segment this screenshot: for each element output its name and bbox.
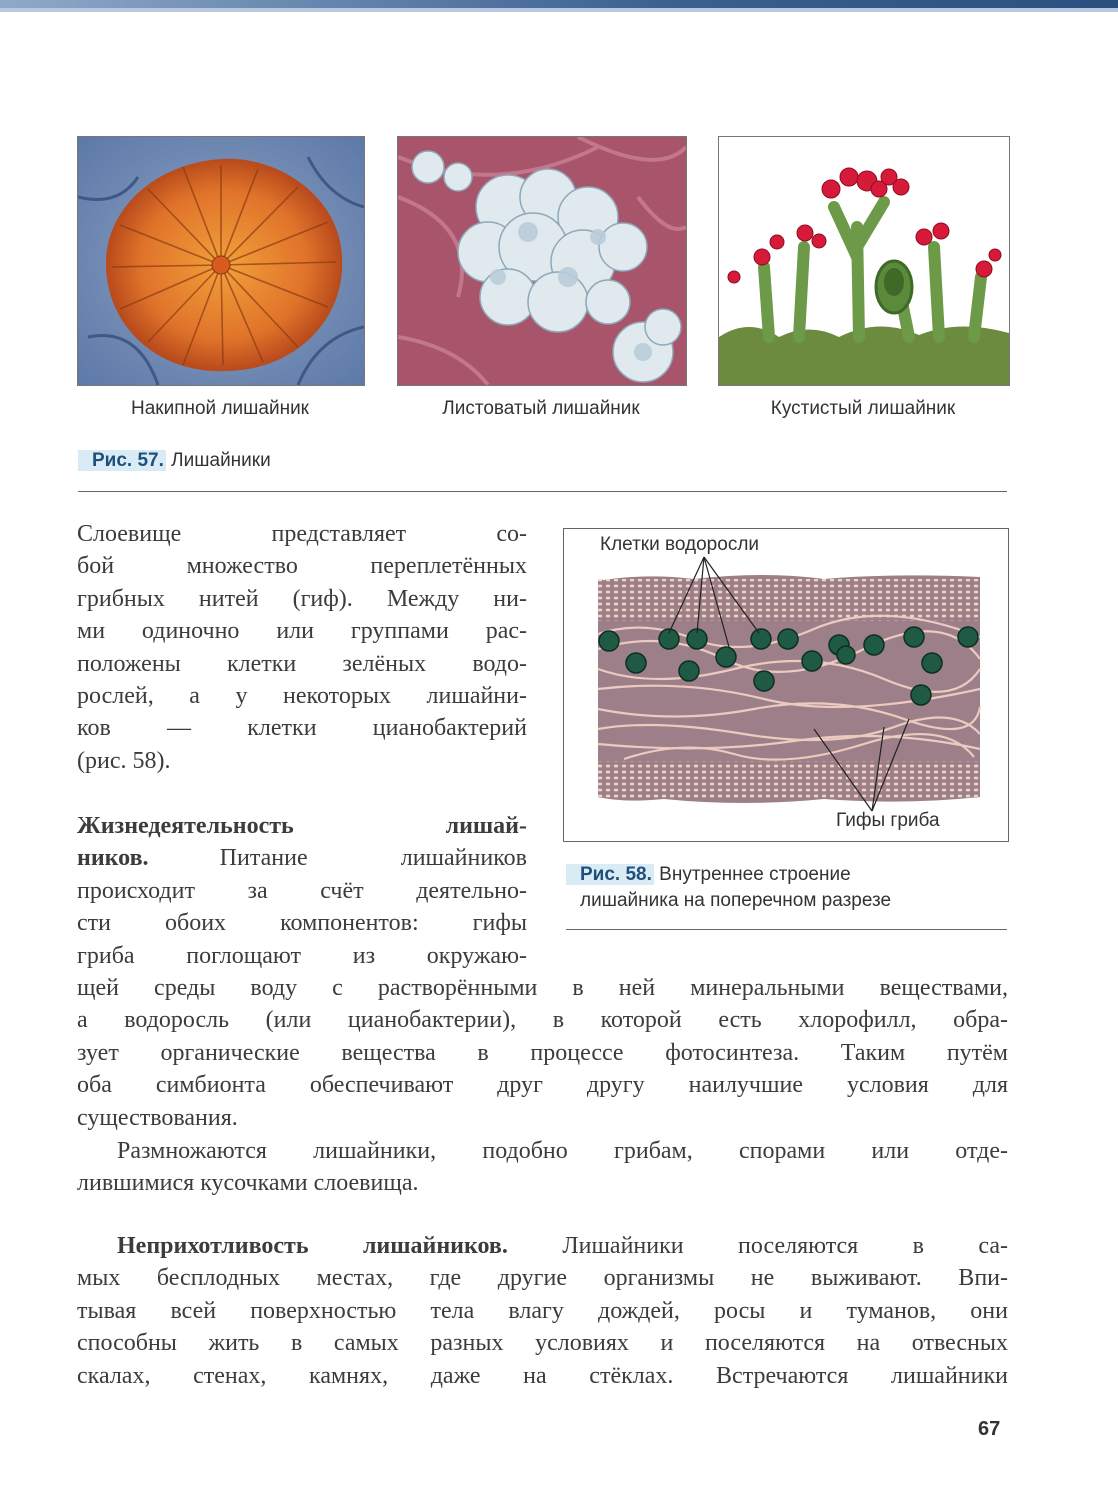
figure-58-title-line1: Внутреннее строение (659, 864, 851, 885)
text-fragment: Питание лишайников (219, 845, 527, 872)
crustose-lichen-label: Накипной лишайник (131, 398, 309, 419)
text-line: Размножаются лишайники, подобно грибам, спорами или отде- (117, 1138, 1008, 1164)
reproduction-paragraph (77, 1135, 1008, 1200)
text-line: оба симбионта обеспечивают друг другу наилучшие условия для (77, 1072, 1008, 1099)
foliose-lichen-image (397, 136, 687, 386)
life-activity-paragraph-wide (77, 972, 1008, 1134)
crustose-lichen-image (77, 136, 365, 386)
text-line: грибных нитей (гиф). Между ни- (77, 585, 527, 612)
text-line: сти обоих компонентов: гифы (77, 910, 527, 937)
text-line: (рис. 58). (77, 747, 171, 774)
caption-divider (566, 929, 1007, 930)
page-number: 67 (978, 1418, 1001, 1440)
fruticose-lichen-image (718, 136, 1010, 386)
text-line (77, 1230, 1008, 1262)
figure-57-caption (78, 450, 271, 472)
algae-cells-label: Клетки водоросли (600, 534, 760, 555)
text-line: положены клетки зелёных водо- (77, 650, 527, 677)
text-line: мых бесплодных местах, где другие организмы не выживают. Впи- (77, 1265, 1008, 1292)
lichen-cross-section-diagram (563, 528, 1009, 842)
section-heading-unpretentiousness: Неприхотливость лишайников. (117, 1233, 508, 1259)
text-line: гриба поглощают из окружаю- (77, 942, 527, 969)
text-fragment: Лишайники поселяются в са- (562, 1233, 1009, 1259)
text-line: ков — клетки цианобактерий (77, 715, 527, 742)
text-line: способны жить в самых разных условиях и поселяются на отвесных (77, 1330, 1008, 1357)
figure-58-number: Рис. 58. (566, 864, 654, 885)
unpretentiousness-paragraph (77, 1230, 1008, 1392)
thallus-paragraph (77, 518, 527, 777)
text-line: происходит за счёт деятельно- (77, 877, 527, 904)
foliose-lichen-label: Листоватый лишайник (442, 398, 640, 419)
figure-58-title-line2: лишайника на поперечном разрезе (580, 890, 892, 911)
text-line: а водоросль (или цианобактерии), в которой есть хлорофилл, обра- (77, 1007, 1008, 1034)
text-line: рослей, а у некоторых лишайни- (77, 683, 527, 710)
figure-57-number: Рис. 57. (78, 450, 166, 471)
section-divider (78, 491, 1007, 492)
text-line: тывая всей поверхностью тела влагу дождей, росы и туманов, они (77, 1297, 1008, 1324)
text-line (77, 842, 527, 874)
text-line: ми одиночно или группами рас- (77, 618, 527, 645)
heading-end: ников. (77, 845, 149, 872)
figure-57-title: Лишайники (171, 450, 271, 471)
text-line: зует органические вещества в процессе фотосинтеза. Таким путём (77, 1039, 1008, 1066)
fruticose-lichen-label: Кустистый лишайник (770, 398, 956, 419)
text-line: лившимися кусочками слоевища. (77, 1170, 419, 1197)
text-line: скалах, стенах, камнях, даже на стёклах. Встречаются лишайники (77, 1362, 1008, 1389)
header-color-bar (0, 0, 1118, 8)
header-color-strip (0, 8, 1118, 12)
fungal-hyphae-label: Гифы гриба (836, 810, 940, 831)
text-line: Слоевище представляет со- (77, 521, 527, 547)
figure-58-caption (566, 862, 891, 914)
text-line: бой множество переплетённых (77, 553, 527, 580)
text-line: существования. (77, 1104, 238, 1131)
life-activity-paragraph-narrow (77, 810, 527, 972)
text-line: щей среды воду с растворёнными в ней минеральными веществами, (77, 975, 1008, 1001)
section-heading-life-activity: Жизнедеятельность лишай- (77, 813, 527, 839)
